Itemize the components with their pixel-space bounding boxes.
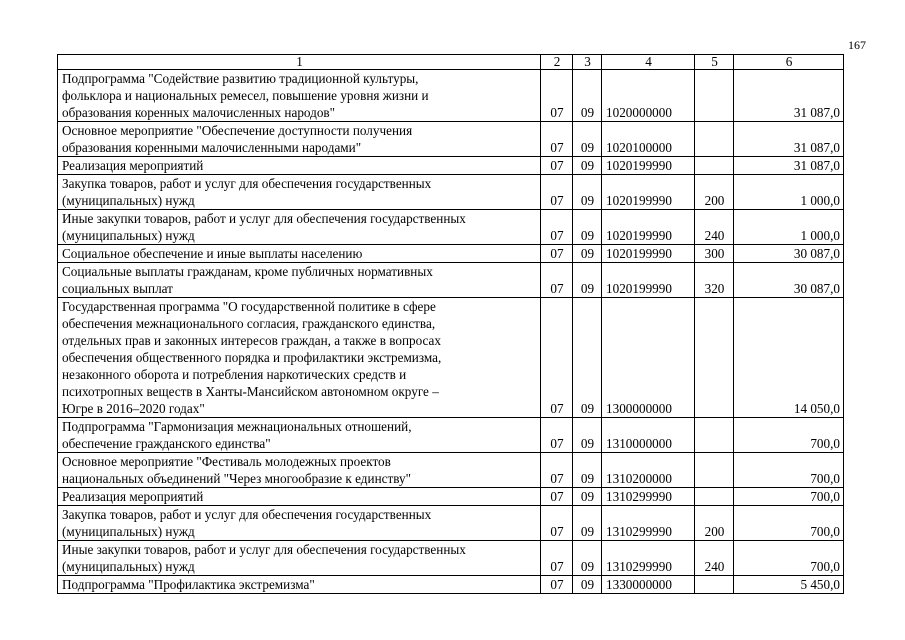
header-col-1: 1 — [58, 55, 541, 70]
row-name — [58, 298, 541, 418]
row-name-line: фольклора и национальных ремесел, повышение уровня жизни и — [62, 88, 429, 103]
cell-expense-type — [695, 488, 734, 506]
table-row — [58, 453, 844, 488]
cell-amount: 700,0 — [734, 541, 844, 576]
header-col-5: 5 — [695, 55, 734, 70]
row-name-line: социальных выплат — [62, 281, 173, 296]
table-row — [58, 245, 844, 263]
row-name-line: Югре в 2016–2020 годах" — [62, 401, 205, 416]
row-name-line: Подпрограмма "Гармонизация межнациональных отношений, — [62, 419, 412, 434]
cell-target-article: 1300000000 — [602, 298, 695, 418]
cell-target-article: 1310000000 — [602, 418, 695, 453]
cell-subsection: 09 — [573, 418, 602, 453]
row-name-line: национальных объединений "Через многообразие к единству" — [62, 471, 412, 486]
cell-target-article: 1020199990 — [602, 245, 695, 263]
row-name — [58, 576, 541, 594]
row-name-line: отдельных прав и законных интересов граждан, а также в вопросах — [62, 333, 441, 348]
row-name-line: (муниципальных) нужд — [62, 228, 195, 243]
table-row — [58, 263, 844, 298]
cell-expense-type — [695, 453, 734, 488]
cell-section: 07 — [541, 263, 573, 298]
header-row — [58, 55, 844, 70]
cell-subsection: 09 — [573, 175, 602, 210]
cell-subsection: 09 — [573, 263, 602, 298]
cell-amount: 5 450,0 — [734, 576, 844, 594]
row-name — [58, 122, 541, 157]
row-name-line: Основное мероприятие "Обеспечение доступности получения — [62, 123, 413, 138]
table-row — [58, 506, 844, 541]
row-name-line: образования коренных малочисленных народов" — [62, 105, 336, 120]
cell-amount: 31 087,0 — [734, 157, 844, 175]
cell-section: 07 — [541, 488, 573, 506]
row-name-line: Иные закупки товаров, работ и услуг для обеспечения государственных — [62, 542, 466, 557]
cell-target-article: 1020199990 — [602, 157, 695, 175]
header-col-6: 6 — [734, 55, 844, 70]
row-name-line: (муниципальных) нужд — [62, 559, 195, 574]
cell-expense-type — [695, 157, 734, 175]
cell-amount: 1 000,0 — [734, 210, 844, 245]
cell-expense-type — [695, 418, 734, 453]
cell-section: 07 — [541, 157, 573, 175]
row-name — [58, 175, 541, 210]
budget-table — [57, 54, 844, 594]
cell-expense-type: 300 — [695, 245, 734, 263]
cell-subsection: 09 — [573, 245, 602, 263]
cell-amount: 30 087,0 — [734, 245, 844, 263]
row-name-line: Основное мероприятие "Фестиваль молодежных проектов — [62, 454, 391, 469]
header-col-3: 3 — [573, 55, 602, 70]
row-name-line: обеспечения межнационального согласия, гражданского единства, — [62, 316, 436, 331]
table-row — [58, 488, 844, 506]
cell-target-article: 1020000000 — [602, 70, 695, 122]
cell-subsection: 09 — [573, 210, 602, 245]
row-name-line: Социальные выплаты гражданам, кроме публичных нормативных — [62, 264, 433, 279]
table-row — [58, 210, 844, 245]
cell-amount: 31 087,0 — [734, 70, 844, 122]
header-col-4: 4 — [602, 55, 695, 70]
cell-expense-type — [695, 298, 734, 418]
header-col-2: 2 — [541, 55, 573, 70]
cell-target-article: 1020199990 — [602, 263, 695, 298]
row-name-line: Закупка товаров, работ и услуг для обеспечения государственных — [62, 507, 432, 522]
row-name-line: Социальное обеспечение и иные выплаты населению — [62, 246, 363, 261]
table-row — [58, 541, 844, 576]
cell-amount: 700,0 — [734, 506, 844, 541]
row-name-line: обеспечения общественного порядка и профилактики экстремизма, — [62, 350, 442, 365]
cell-amount: 700,0 — [734, 418, 844, 453]
cell-section: 07 — [541, 541, 573, 576]
cell-target-article: 1310299990 — [602, 488, 695, 506]
table-row — [58, 70, 844, 122]
row-name — [58, 488, 541, 506]
cell-target-article: 1310299990 — [602, 506, 695, 541]
row-name — [58, 541, 541, 576]
cell-subsection: 09 — [573, 70, 602, 122]
cell-expense-type — [695, 122, 734, 157]
table-body — [58, 70, 844, 594]
cell-subsection: 09 — [573, 298, 602, 418]
row-name — [58, 506, 541, 541]
row-name — [58, 245, 541, 263]
cell-amount: 700,0 — [734, 453, 844, 488]
cell-subsection: 09 — [573, 541, 602, 576]
cell-target-article: 1020100000 — [602, 122, 695, 157]
cell-expense-type: 240 — [695, 210, 734, 245]
cell-subsection: 09 — [573, 453, 602, 488]
row-name-line: Подпрограмма "Содействие развитию традиционной культуры, — [62, 71, 419, 86]
row-name — [58, 157, 541, 175]
cell-expense-type: 240 — [695, 541, 734, 576]
row-name-line: (муниципальных) нужд — [62, 524, 195, 539]
cell-section: 07 — [541, 576, 573, 594]
row-name — [58, 70, 541, 122]
cell-expense-type: 200 — [695, 506, 734, 541]
cell-expense-type — [695, 576, 734, 594]
cell-section: 07 — [541, 298, 573, 418]
cell-amount: 30 087,0 — [734, 263, 844, 298]
cell-section: 07 — [541, 175, 573, 210]
cell-target-article: 1310200000 — [602, 453, 695, 488]
row-name-line: незаконного оборота и потребления наркотических средств и — [62, 367, 407, 382]
cell-section: 07 — [541, 453, 573, 488]
row-name-line: Государственная программа "О государственной политике в сфере — [62, 299, 436, 314]
row-name-line: обеспечение гражданского единства" — [62, 436, 271, 451]
row-name-line: Иные закупки товаров, работ и услуг для обеспечения государственных — [62, 211, 466, 226]
row-name-line: Реализация мероприятий — [62, 489, 204, 504]
table-row — [58, 157, 844, 175]
cell-expense-type: 200 — [695, 175, 734, 210]
row-name-line: (муниципальных) нужд — [62, 193, 195, 208]
cell-amount: 1 000,0 — [734, 175, 844, 210]
table-row — [58, 298, 844, 418]
row-name-line: Реализация мероприятий — [62, 158, 204, 173]
cell-section: 07 — [541, 245, 573, 263]
cell-amount: 31 087,0 — [734, 122, 844, 157]
cell-amount: 14 050,0 — [734, 298, 844, 418]
cell-section: 07 — [541, 506, 573, 541]
cell-subsection: 09 — [573, 576, 602, 594]
cell-section: 07 — [541, 122, 573, 157]
page-number: 167 — [848, 38, 866, 52]
table-row — [58, 576, 844, 594]
row-name — [58, 263, 541, 298]
cell-section: 07 — [541, 418, 573, 453]
cell-target-article: 1020199990 — [602, 175, 695, 210]
cell-subsection: 09 — [573, 157, 602, 175]
cell-section: 07 — [541, 210, 573, 245]
cell-subsection: 09 — [573, 122, 602, 157]
row-name — [58, 210, 541, 245]
cell-expense-type: 320 — [695, 263, 734, 298]
row-name — [58, 418, 541, 453]
table-row — [58, 122, 844, 157]
row-name-line: образования коренными малочисленными народами" — [62, 140, 362, 155]
row-name-line: Закупка товаров, работ и услуг для обеспечения государственных — [62, 176, 432, 191]
cell-target-article: 1020199990 — [602, 210, 695, 245]
cell-subsection: 09 — [573, 506, 602, 541]
row-name-line: Подпрограмма "Профилактика экстремизма" — [62, 577, 315, 592]
cell-expense-type — [695, 70, 734, 122]
cell-amount: 700,0 — [734, 488, 844, 506]
row-name-line: психотропных веществ в Ханты-Мансийском автономном округе – — [62, 384, 439, 399]
table-row — [58, 418, 844, 453]
cell-section: 07 — [541, 70, 573, 122]
cell-target-article: 1330000000 — [602, 576, 695, 594]
table-row — [58, 175, 844, 210]
row-name — [58, 453, 541, 488]
cell-target-article: 1310299990 — [602, 541, 695, 576]
cell-subsection: 09 — [573, 488, 602, 506]
